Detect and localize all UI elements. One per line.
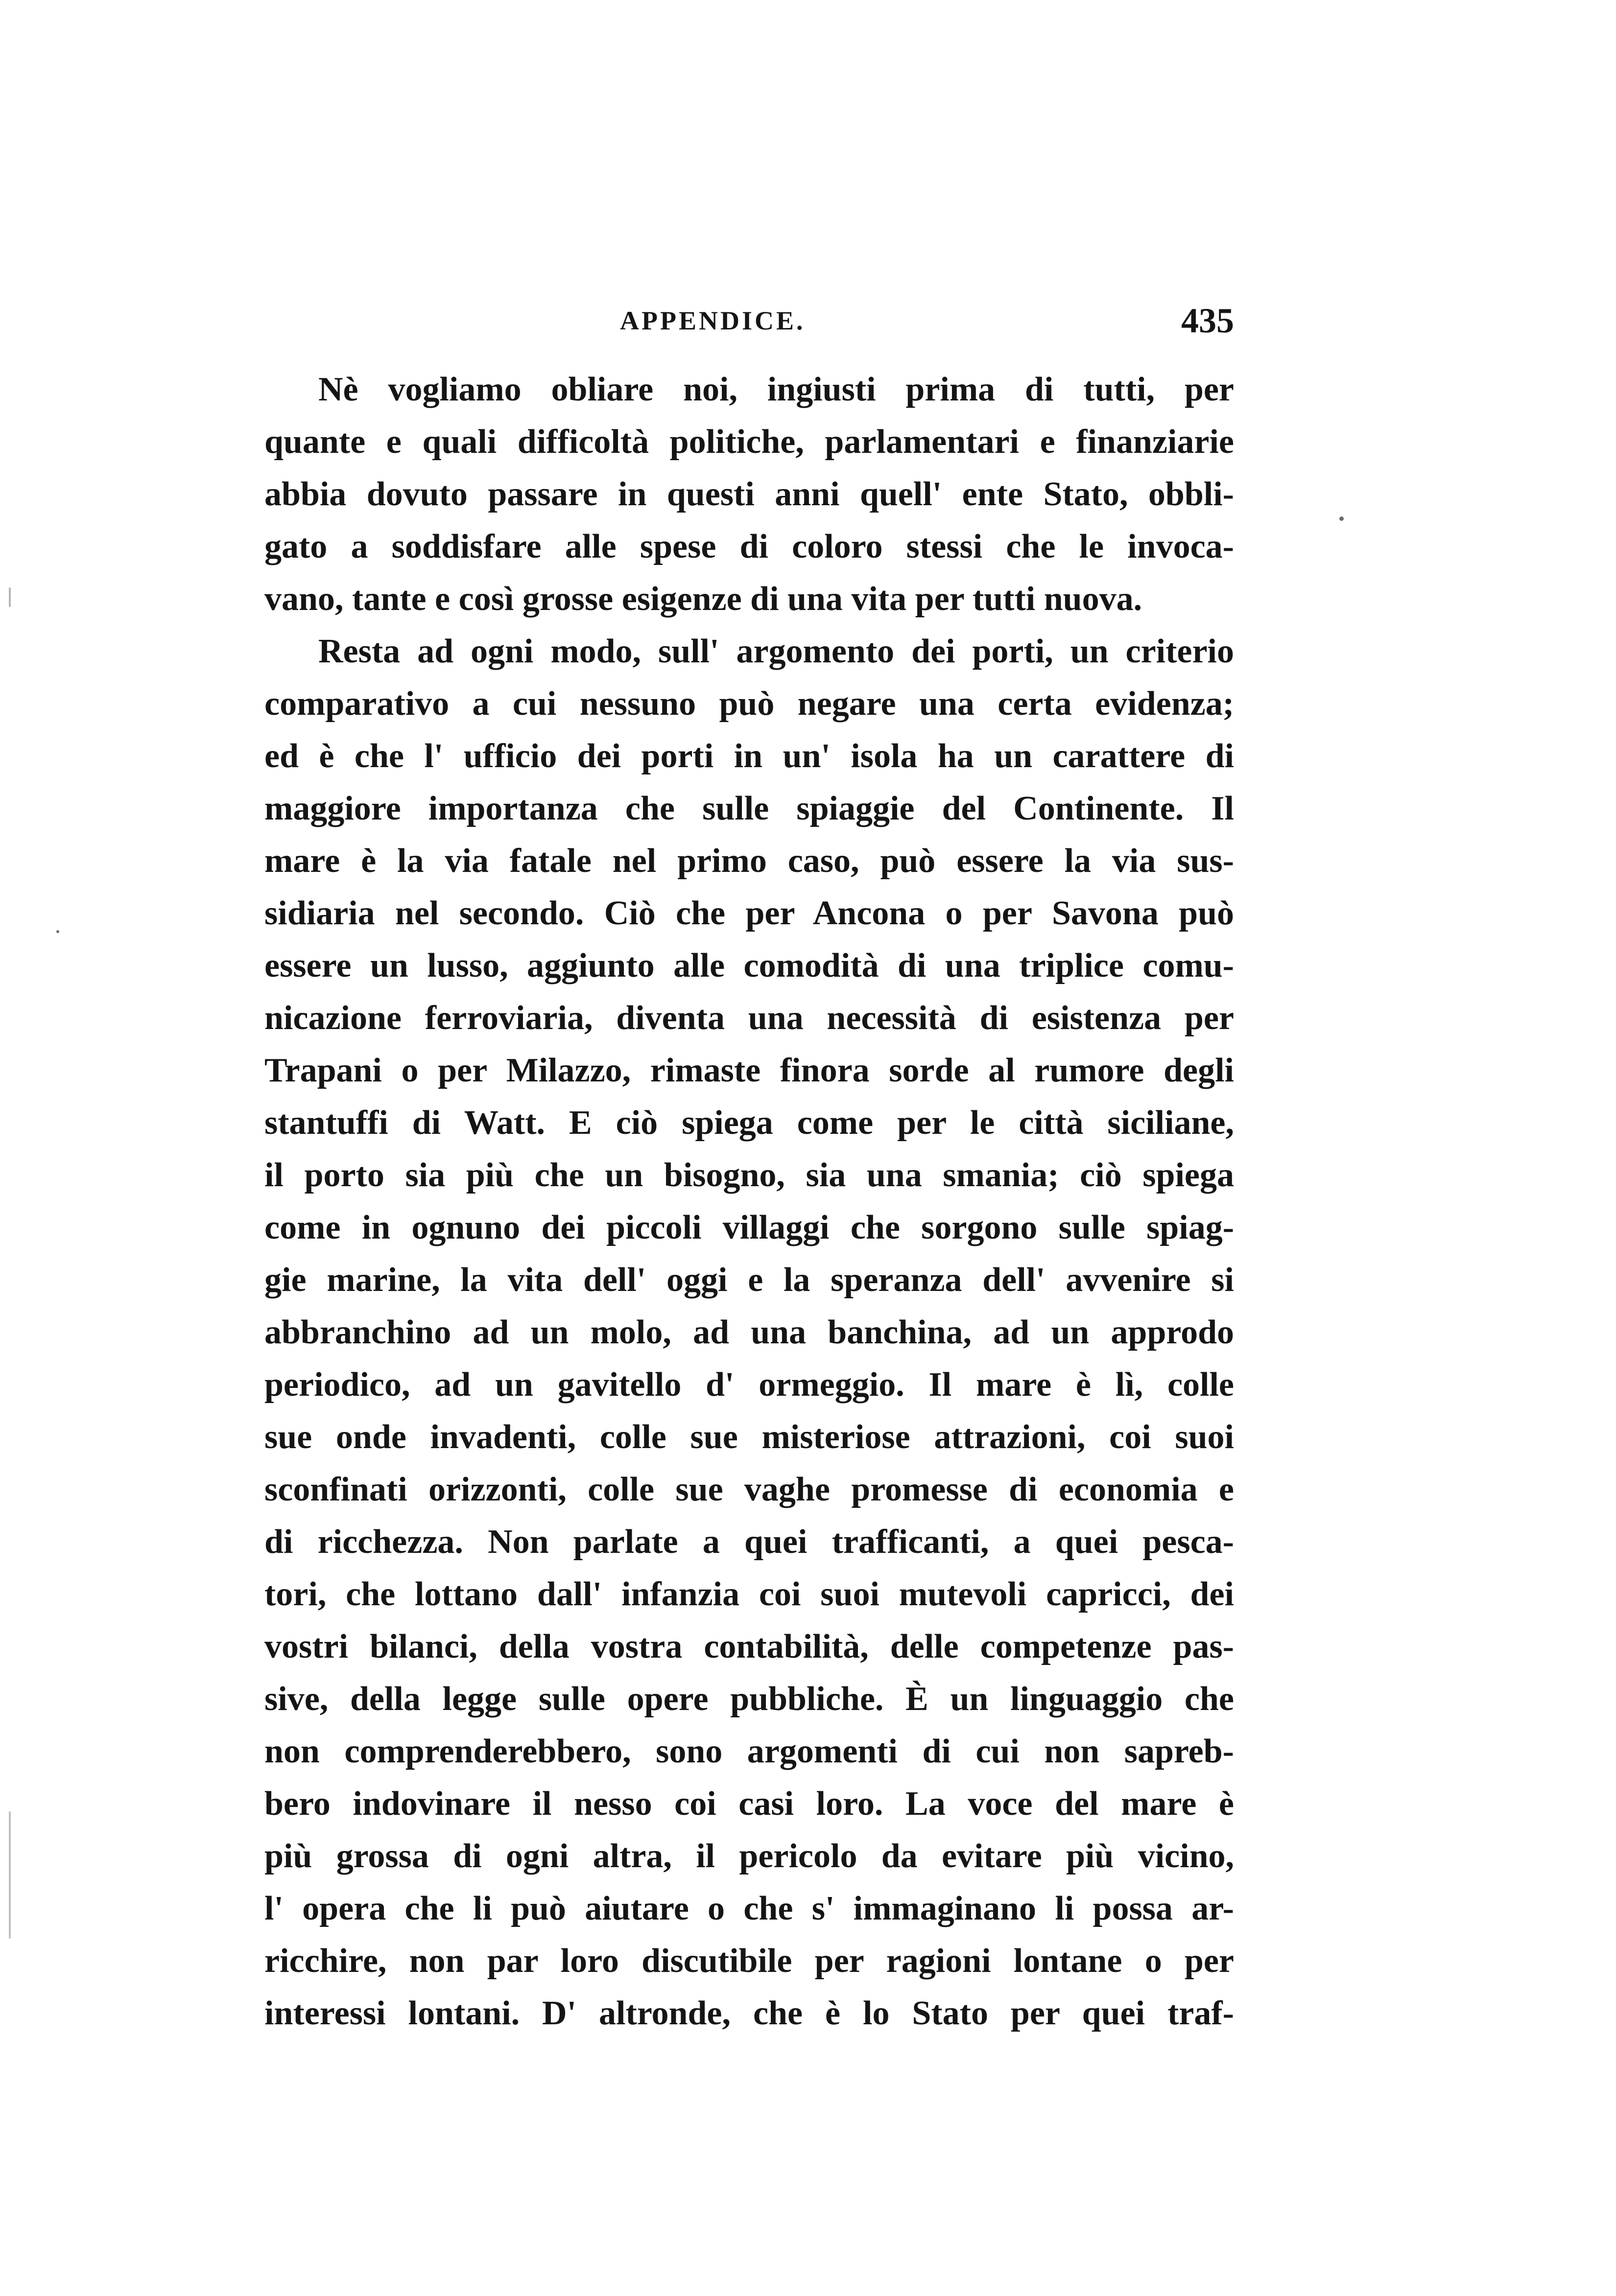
text-line: mare è la via fatale nel primo caso, può essere la via sus- bbox=[264, 842, 1234, 880]
text-line: il porto sia più che un bisogno, sia una smania; ciò spiega bbox=[264, 1156, 1234, 1194]
text-line: vano, tante e così grosse esigenze di una vita per tutti nuova. bbox=[264, 580, 1142, 618]
page-number: 435 bbox=[1181, 301, 1234, 340]
text-line: sconfinati orizzonti, colle sue vaghe promesse di economia e bbox=[264, 1471, 1234, 1508]
paragraph bbox=[264, 625, 1234, 2039]
text-line: stantuffi di Watt. E ciò spiega come per le città siciliane, bbox=[264, 1104, 1234, 1142]
text-line: ed è che l' ufficio dei porti in un' isola ha un carattere di bbox=[264, 737, 1234, 775]
text-line: bero indovinare il nesso coi casi loro. La voce del mare è bbox=[264, 1785, 1234, 1823]
text-line: sive, della legge sulle opere pubbliche. È un linguaggio che bbox=[264, 1680, 1234, 1718]
text-line: maggiore importanza che sulle spiaggie del Continente. Il bbox=[264, 790, 1234, 827]
scan-speck bbox=[1339, 516, 1344, 521]
text-line: vostri bilanci, della vostra contabilità, delle competenze pas- bbox=[264, 1628, 1234, 1665]
text-line: periodico, ad un gavitello d' ormeggio. Il mare è lì, colle bbox=[264, 1366, 1234, 1404]
scan-speck bbox=[9, 1811, 11, 1939]
text-line: essere un lusso, aggiunto alle comodità di una triplice comu- bbox=[264, 947, 1234, 984]
text-line: Resta ad ogni modo, sull' argomento dei porti, un criterio bbox=[318, 633, 1234, 670]
running-head bbox=[264, 299, 1234, 343]
text-line: sue onde invadenti, colle sue misteriose attrazioni, coi suoi bbox=[264, 1418, 1234, 1456]
text-line: tori, che lottano dall' infanzia coi suoi mutevoli capricci, dei bbox=[264, 1575, 1234, 1613]
text-line: nicazione ferroviaria, diventa una necessità di esistenza per bbox=[264, 999, 1234, 1037]
text-line: di ricchezza. Non parlate a quei trafficanti, a quei pesca- bbox=[264, 1523, 1234, 1561]
text-line: come in ognuno dei piccoli villaggi che sorgono sulle spiag- bbox=[264, 1209, 1234, 1246]
text-line: abbranchino ad un molo, ad una banchina, ad un approdo bbox=[264, 1313, 1234, 1351]
text-line: gato a soddisfare alle spese di coloro stessi che le invoca- bbox=[264, 528, 1234, 565]
text-line: Nè vogliamo obliare noi, ingiusti prima di tutti, per bbox=[318, 371, 1234, 408]
running-title: APPENDICE. bbox=[620, 306, 806, 335]
text-line: non comprenderebbero, sono argomenti di cui non sapreb- bbox=[264, 1733, 1234, 1770]
scan-speck bbox=[9, 587, 11, 607]
body-text bbox=[264, 363, 1234, 2039]
text-line: comparativo a cui nessuno può negare una certa evidenza; bbox=[264, 685, 1234, 723]
text-line: più grossa di ogni altra, il pericolo da evitare più vicino, bbox=[264, 1837, 1234, 1875]
text-line: sidiaria nel secondo. Ciò che per Ancona o per Savona può bbox=[264, 894, 1234, 932]
paragraph bbox=[264, 363, 1234, 625]
text-line: Trapani o per Milazzo, rimaste finora sorde al rumore degli bbox=[264, 1052, 1234, 1089]
text-line: l' opera che li può aiutare o che s' immaginano li possa ar- bbox=[264, 1890, 1234, 1927]
scan-speck bbox=[56, 930, 59, 933]
text-line: gie marine, la vita dell' oggi e la speranza dell' avvenire si bbox=[264, 1261, 1234, 1299]
text-line: ricchire, non par loro discutibile per ragioni lontane o per bbox=[264, 1942, 1234, 1980]
text-line: quante e quali difficoltà politiche, parlamentari e finanziarie bbox=[264, 423, 1234, 461]
text-line: abbia dovuto passare in questi anni quell' ente Stato, obbli- bbox=[264, 475, 1234, 513]
text-line: interessi lontani. D' altronde, che è lo Stato per quei traf- bbox=[264, 1994, 1234, 2032]
